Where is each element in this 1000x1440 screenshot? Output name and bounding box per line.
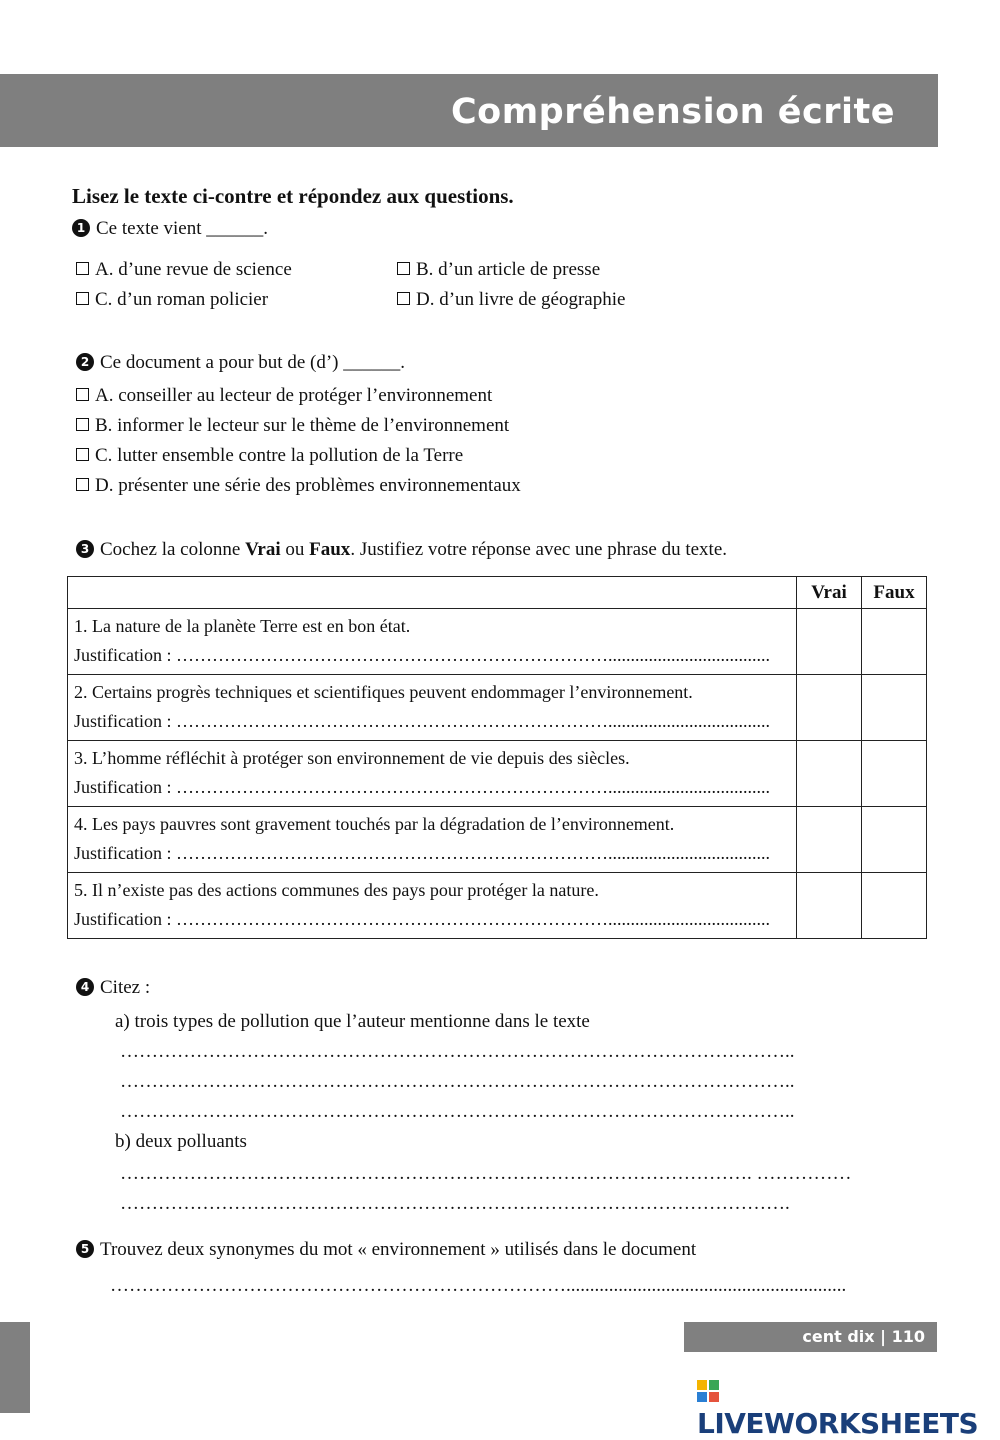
footer-side-bar bbox=[0, 1322, 30, 1413]
vrai-cell[interactable] bbox=[797, 873, 862, 939]
q1-option-a[interactable]: A. d’une revue de science bbox=[76, 259, 292, 281]
question-1-prompt: Ce texte vient ______. bbox=[96, 218, 269, 239]
answer-line[interactable]: ……………………………………………………………………………………………. bbox=[120, 1193, 790, 1214]
answer-line[interactable]: …………………………………………………………………………………………….. bbox=[120, 1101, 795, 1122]
question-4 bbox=[76, 977, 150, 999]
vrai-cell[interactable] bbox=[797, 741, 862, 807]
question-number-badge: 4 bbox=[76, 978, 94, 996]
checkbox[interactable] bbox=[397, 292, 410, 305]
statement: 5. Il n’existe pas des actions communes des pays pour protéger la nature. bbox=[74, 880, 599, 900]
table-row bbox=[68, 741, 927, 807]
true-false-table bbox=[67, 576, 927, 939]
justification-line[interactable]: Justification : ……………………………………………………………….................................... bbox=[74, 843, 770, 863]
question-number-badge: 1 bbox=[72, 219, 90, 237]
page-number: cent dix | 110 bbox=[684, 1322, 937, 1352]
faux-cell[interactable] bbox=[862, 807, 927, 873]
q2-option-c[interactable]: C. lutter ensemble contre la pollution de la Terre bbox=[76, 445, 463, 467]
question-number-badge: 3 bbox=[76, 540, 94, 558]
q1-option-c[interactable]: C. d’un roman policier bbox=[76, 289, 268, 311]
column-vrai: Vrai bbox=[797, 577, 862, 609]
answer-line[interactable]: …………………………………………………………………………………………….. bbox=[120, 1071, 795, 1092]
column-faux: Faux bbox=[862, 577, 927, 609]
q4-part-b-label: b) deux polluants bbox=[115, 1131, 247, 1152]
table-header-row bbox=[68, 577, 927, 609]
page-title: Compréhension écrite bbox=[450, 92, 895, 132]
question-3: 3 Cochez la colonne Vrai ou Faux. Justifiez votre réponse avec une phrase du texte. bbox=[76, 539, 727, 561]
table-row bbox=[68, 807, 927, 873]
q2-option-d[interactable]: D. présenter une série des problèmes environnementaux bbox=[76, 475, 521, 497]
liveworksheets-icon bbox=[697, 1380, 719, 1402]
vrai-cell[interactable] bbox=[797, 675, 862, 741]
q1-option-b[interactable]: B. d’un article de presse bbox=[397, 259, 600, 281]
justification-line[interactable]: Justification : ……………………………………………………………….................................... bbox=[74, 909, 770, 929]
vrai-cell[interactable] bbox=[797, 609, 862, 675]
statement: 3. L’homme réfléchit à protéger son environnement de vie depuis des siècles. bbox=[74, 748, 630, 768]
faux-cell[interactable] bbox=[862, 873, 927, 939]
faux-cell[interactable] bbox=[862, 741, 927, 807]
question-2 bbox=[76, 352, 405, 374]
q1-option-d[interactable]: D. d’un livre de géographie bbox=[397, 289, 625, 311]
instructions: Lisez le texte ci-contre et répondez aux questions. bbox=[72, 184, 514, 208]
brand-name: LIVEWORKSHEETS bbox=[697, 1407, 979, 1440]
question-2-prompt: Ce document a pour but de (d’) ______. bbox=[100, 352, 405, 373]
q4-part-a-label: a) trois types de pollution que l’auteur mentionne dans le texte bbox=[115, 1011, 590, 1032]
liveworksheets-logo[interactable] bbox=[697, 1374, 1000, 1440]
faux-cell[interactable] bbox=[862, 609, 927, 675]
q2-option-a[interactable]: A. conseiller au lecteur de protéger l’environnement bbox=[76, 385, 492, 407]
checkbox[interactable] bbox=[76, 388, 89, 401]
answer-line[interactable]: …………………………………………………………………………………………….. bbox=[120, 1041, 795, 1062]
checkbox[interactable] bbox=[397, 262, 410, 275]
statement: 4. Les pays pauvres sont gravement touchés par la dégradation de l’environnement. bbox=[74, 814, 675, 834]
q2-option-b[interactable]: B. informer le lecteur sur le thème de l’environnement bbox=[76, 415, 509, 437]
question-5 bbox=[76, 1239, 696, 1261]
question-number-badge: 2 bbox=[76, 353, 94, 371]
table-row bbox=[68, 873, 927, 939]
answer-line[interactable]: ………………………………………………………………........................................................... bbox=[110, 1275, 847, 1296]
question-number-badge: 5 bbox=[76, 1240, 94, 1258]
question-4-prompt: Citez : bbox=[100, 977, 151, 998]
checkbox[interactable] bbox=[76, 448, 89, 461]
question-5-prompt: Trouvez deux synonymes du mot « environnement » utilisés dans le document bbox=[100, 1239, 697, 1260]
question-1 bbox=[72, 218, 268, 240]
justification-line[interactable]: Justification : ……………………………………………………………….................................... bbox=[74, 645, 770, 665]
answer-line[interactable]: ………………………………………………………………………………………. …………… bbox=[120, 1163, 852, 1184]
table-row bbox=[68, 609, 927, 675]
checkbox[interactable] bbox=[76, 478, 89, 491]
table-row bbox=[68, 675, 927, 741]
statement: 1. La nature de la planète Terre est en bon état. bbox=[74, 616, 411, 636]
statement: 2. Certains progrès techniques et scientifiques peuvent endommager l’environnement. bbox=[74, 682, 693, 702]
justification-line[interactable]: Justification : ……………………………………………………………….................................... bbox=[74, 777, 770, 797]
justification-line[interactable]: Justification : ……………………………………………………………….................................... bbox=[74, 711, 770, 731]
vrai-cell[interactable] bbox=[797, 807, 862, 873]
faux-cell[interactable] bbox=[862, 675, 927, 741]
checkbox[interactable] bbox=[76, 262, 89, 275]
checkbox[interactable] bbox=[76, 418, 89, 431]
checkbox[interactable] bbox=[76, 292, 89, 305]
